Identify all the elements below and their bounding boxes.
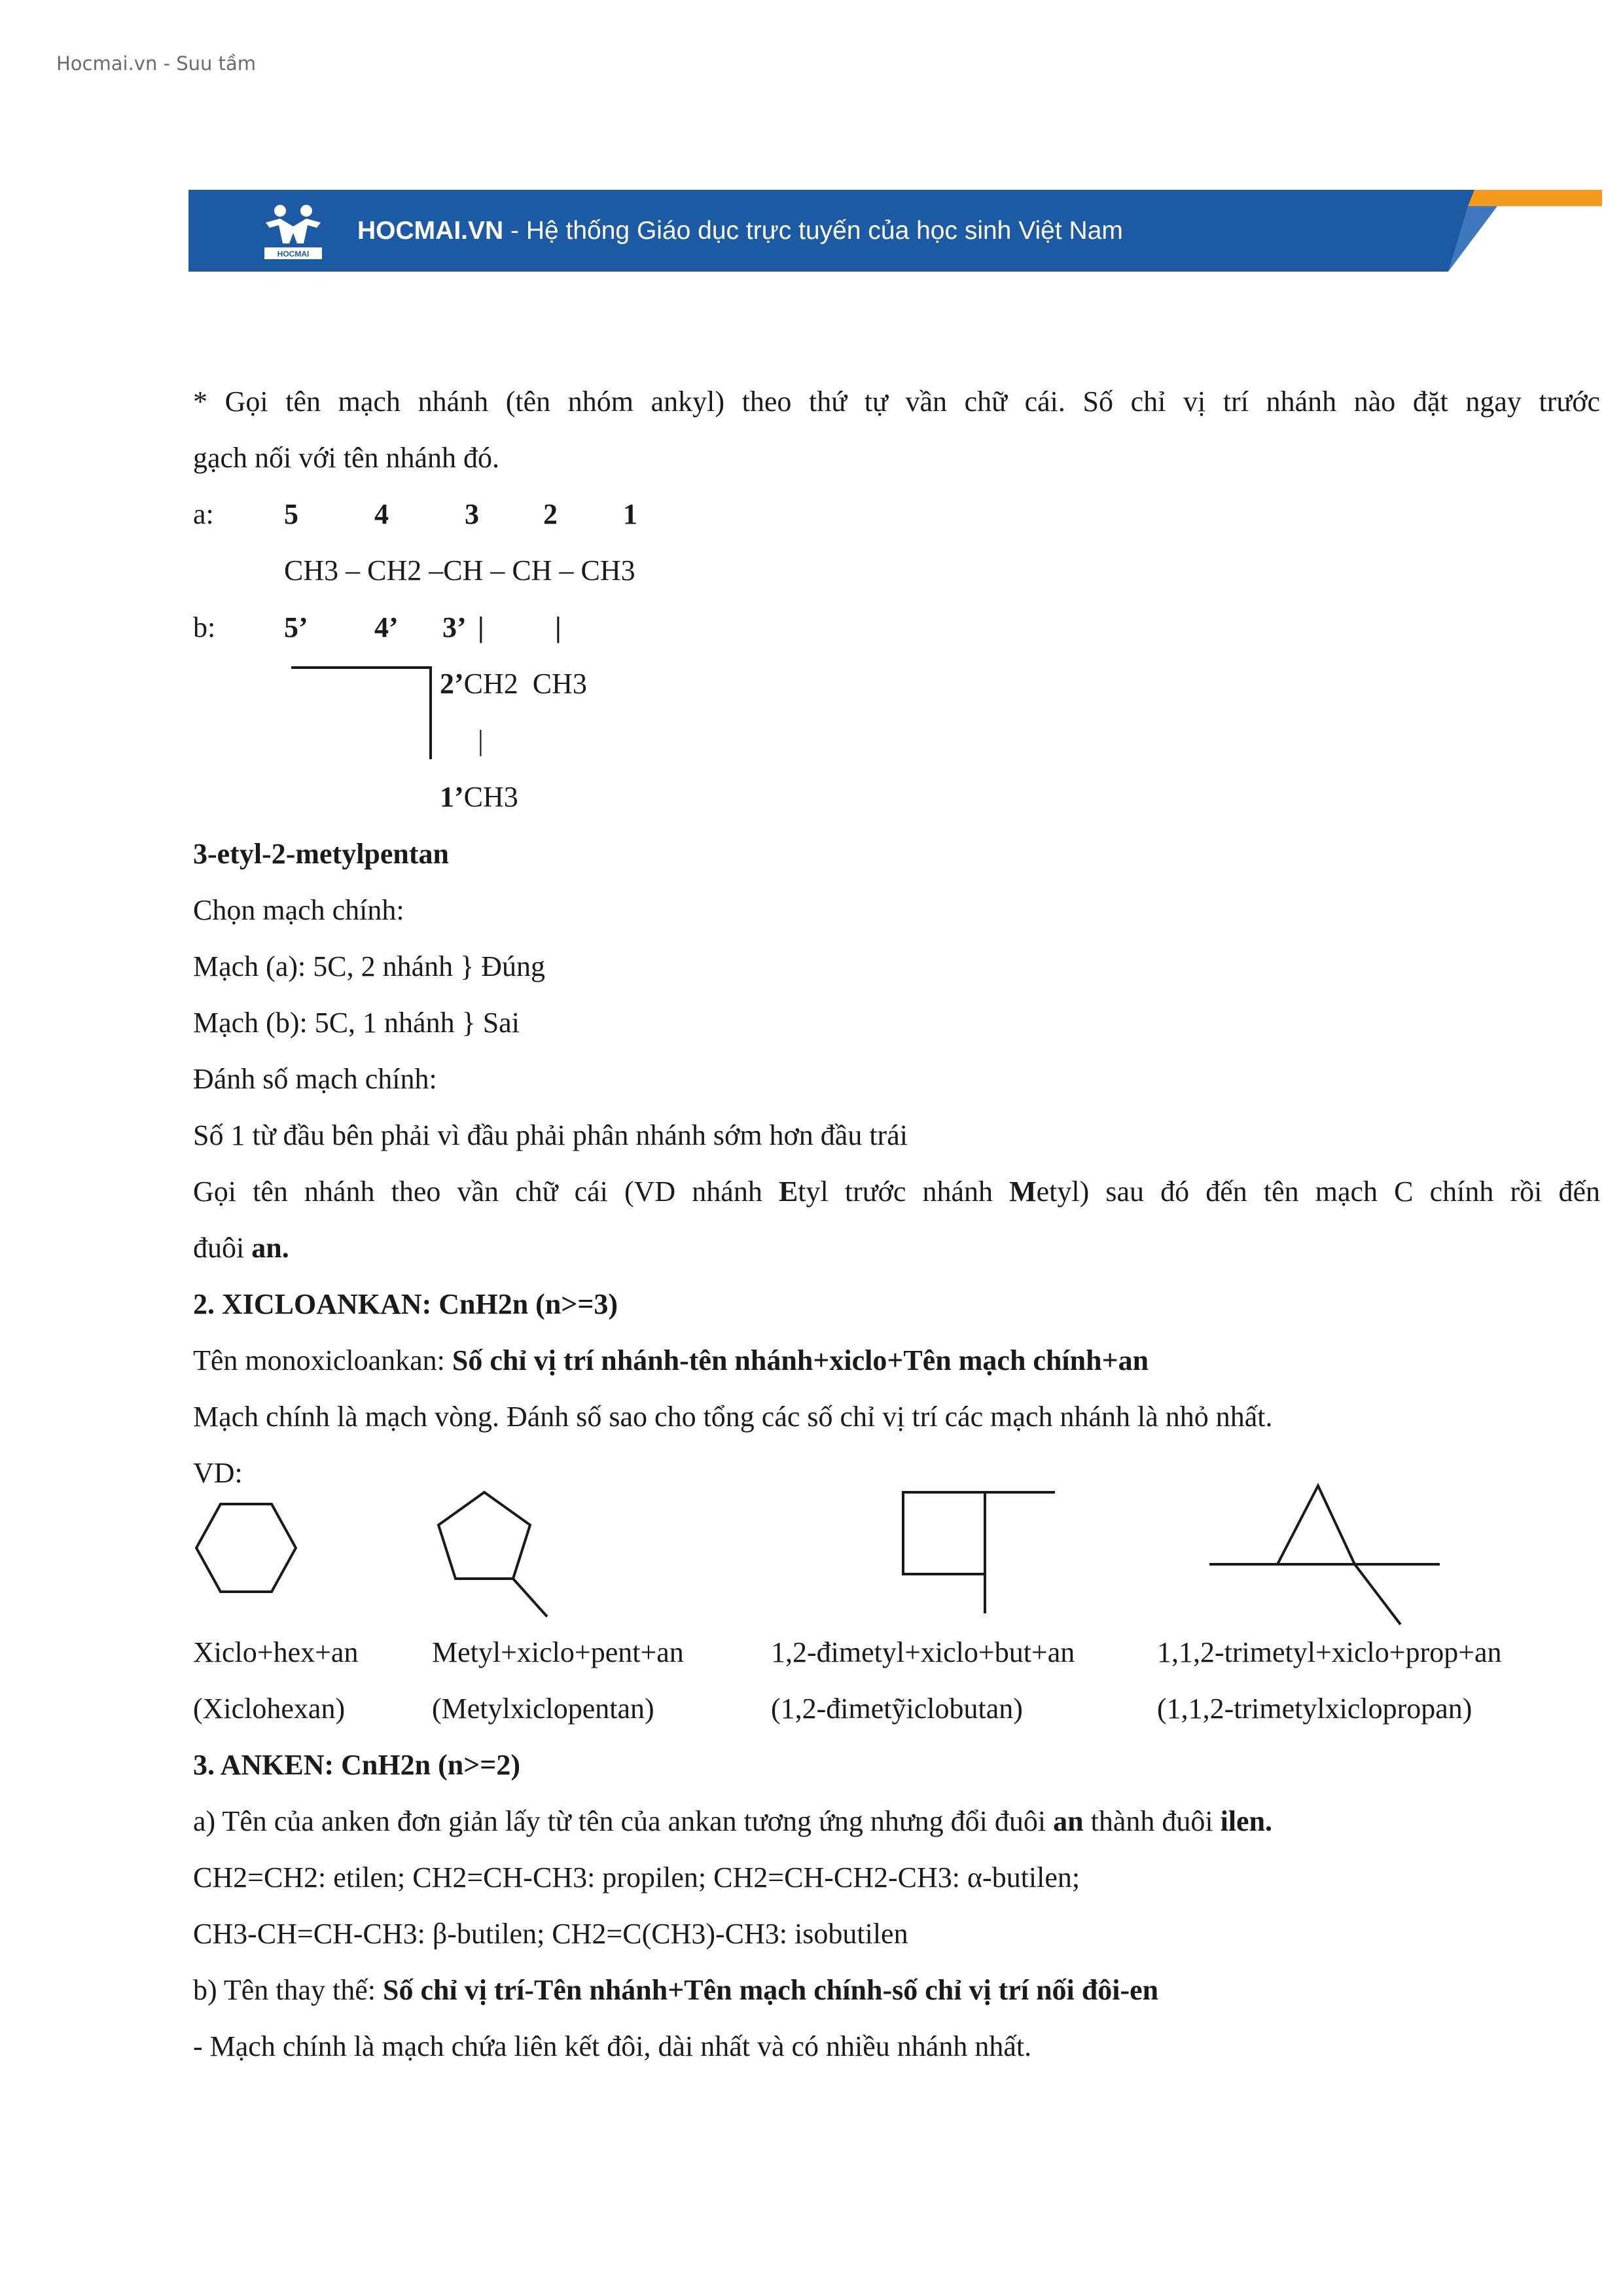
example-3-name: (1,2-đimetỹiclobutan) xyxy=(771,1693,1023,1725)
struct-a-num-5: 5 xyxy=(284,498,298,530)
struct-a-num-4: 4 xyxy=(374,498,389,530)
struct-b-bar-3: | xyxy=(478,725,484,757)
main-chain-rule: - Mạch chính là mạch chứa liên kết đôi, dài nhất và có nhiều nhánh nhất. xyxy=(193,2030,1032,2062)
struct-a-num-1: 1 xyxy=(623,498,637,530)
struct-b-label: b: xyxy=(193,611,216,643)
example-4-name: (1,1,2-trimetylxiclopropan) xyxy=(1157,1693,1472,1725)
brand-tagline: - Hệ thống Giáo dục trực tuyến của học sinh Việt Nam xyxy=(503,216,1123,245)
dimethylcyclobutane-diagram xyxy=(897,1486,1060,1617)
mono-rule xyxy=(193,1346,1149,1375)
struct-b-bracket xyxy=(288,661,445,766)
alkene-rule-part-2: thành đuôi xyxy=(1083,1805,1221,1837)
trimethylcyclopropane-diagram xyxy=(1204,1479,1446,1630)
choose-title: Chọn mạch chính: xyxy=(193,894,404,926)
substitution-rule-prefix: b) Tên thay thế: xyxy=(193,1974,383,2006)
naming-rule-part-4: đuôi xyxy=(193,1232,252,1264)
ring-rule: Mạch chính là mạch vòng. Đánh số sao cho tổng các số chỉ vị trí các mạch nhánh là nhỏ nhất. xyxy=(193,1401,1273,1433)
naming-rule-part-1: Gọi tên nhánh theo vần chữ cái (VD nhánh xyxy=(193,1175,779,1208)
substitution-rule xyxy=(193,1976,1158,2005)
example-1-formula: Xiclo+hex+an xyxy=(193,1636,359,1668)
naming-rule-part-2: tyl trước nhánh xyxy=(798,1175,1010,1208)
struct-a-chain: CH3 – CH2 –CH – CH – CH3 xyxy=(284,554,635,586)
compound-name: 3-etyl-2-metylpentan xyxy=(193,838,450,870)
struct-a-num-3: 3 xyxy=(465,498,479,530)
paragraph-branch-rule-cont: gạch nối với tên nhánh đó. xyxy=(193,442,500,474)
vd-label: VD: xyxy=(193,1457,243,1489)
struct-a-label: a: xyxy=(193,498,214,530)
struct-a-num-2: 2 xyxy=(543,498,558,530)
alkene-rule-an: an xyxy=(1053,1805,1084,1837)
hocmai-logo-icon xyxy=(260,203,326,262)
banner-title xyxy=(357,190,1123,272)
example-1-name: (Xiclohexan) xyxy=(193,1693,346,1725)
alkene-rule-part-1: a) Tên của anken đơn giản lấy từ tên của ankan tương ứng nhưng đổi đuôi xyxy=(193,1805,1054,1837)
alkene-examples-1: CH2=CH2: etilen; CH2=CH-CH3: propilen; CH2=CH-CH2-CH3: α-butilen; xyxy=(193,1861,1080,1893)
struct-b-num-1: 1’ xyxy=(440,781,464,813)
struct-b-ch2-ch3: CH2 CH3 xyxy=(463,668,587,700)
example-4-formula: 1,1,2-trimetyl+xiclo+prop+an xyxy=(1157,1636,1502,1668)
naming-rule-e: E xyxy=(778,1175,798,1208)
struct-b-line-1 xyxy=(440,783,518,812)
paragraph-branch-rule: * Gọi tên mạch nhánh (tên nhóm ankyl) theo thứ tự vần chữ cái. Số chỉ vị trí nhánh nào đặt ngay trước xyxy=(193,386,1600,418)
choose-a: Mạch (a): 5C, 2 nhánh } Đúng xyxy=(193,950,546,982)
struct-b-line-2 xyxy=(440,670,587,698)
alkene-rule-ilen: ilen. xyxy=(1220,1805,1273,1837)
svg-text:HOCMAI: HOCMAI xyxy=(277,249,310,259)
struct-b-num-2: 2’ xyxy=(440,668,464,700)
struct-b-num-3: 3’ xyxy=(442,611,467,643)
struct-b-ch3: CH3 xyxy=(463,781,518,813)
mono-rule-formula: Số chỉ vị trí nhánh-tên nhánh+xiclo+Tên mạch chính+an xyxy=(452,1344,1149,1376)
cyclohexane-diagram xyxy=(190,1499,308,1597)
number-rule: Số 1 từ đầu bên phải vì đầu phải phân nhánh sớm hơn đầu trái xyxy=(193,1119,908,1151)
struct-b-num-5: 5’ xyxy=(284,611,308,643)
brand-name: HOCMAI.VN xyxy=(357,216,504,245)
example-2-name: (Metylxiclopentan) xyxy=(432,1693,654,1725)
alkene-examples-2: CH3-CH=CH-CH3: β-butilen; CH2=C(CH3)-CH3: isobutilen xyxy=(193,1918,908,1950)
source-note: Hocmai.vn - Suu tầm xyxy=(56,52,257,75)
substitution-rule-formula: Số chỉ vị trí-Tên nhánh+Tên mạch chính-số chỉ vị trí nối đôi-en xyxy=(383,1974,1159,2006)
struct-b-bar-1: | xyxy=(478,611,484,643)
naming-rule xyxy=(193,1177,1600,1206)
choose-b: Mạch (b): 5C, 1 nhánh } Sai xyxy=(193,1007,520,1039)
section-2-heading: 2. XICLOANKAN: CnH2n (n>=3) xyxy=(193,1288,618,1320)
struct-b-bar-2: | xyxy=(555,611,562,643)
naming-rule-m: M xyxy=(1009,1175,1037,1208)
naming-rule-part-3: etyl) sau đó đến tên mạch C chính rồi đến xyxy=(1036,1175,1600,1208)
section-3-heading: 3. ANKEN: CnH2n (n>=2) xyxy=(193,1749,520,1781)
example-2-formula: Metyl+xiclo+pent+an xyxy=(432,1636,684,1668)
header-banner xyxy=(188,190,1602,272)
example-3-formula: 1,2-đimetyl+xiclo+but+an xyxy=(771,1636,1075,1668)
naming-rule-cont xyxy=(193,1234,289,1263)
struct-b-num-4: 4’ xyxy=(374,611,399,643)
mono-rule-prefix: Tên monoxicloankan: xyxy=(193,1344,452,1376)
methylcyclopentane-diagram xyxy=(432,1486,556,1623)
number-title: Đánh số mạch chính: xyxy=(193,1063,437,1095)
naming-rule-an: an. xyxy=(251,1232,289,1264)
alkene-simple-rule xyxy=(193,1807,1272,1836)
